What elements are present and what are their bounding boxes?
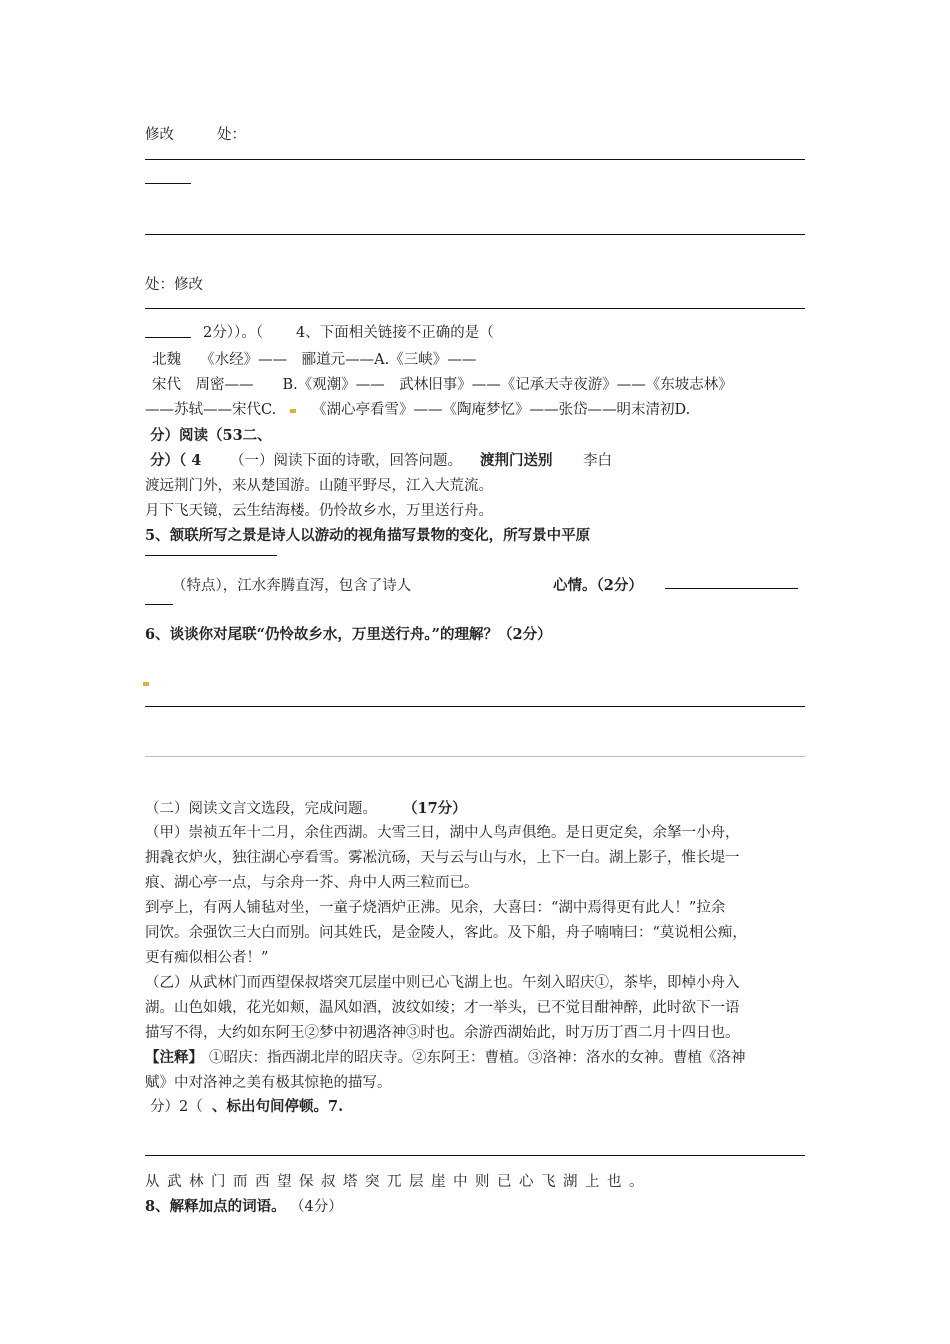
q5-prompt: 5、颔联所写之景是诗人以游动的视角描写景物的变化，所写景中平原 [145,527,591,544]
answer-line [145,234,805,235]
passage-line: （乙）从武林门而西望保叔塔突兀层崖中则已心飞湖上也。午刻入昭庆①，茶毕，即棹小舟入 [145,975,740,991]
answer-line [145,756,805,757]
passage-line: 同饮。余强饮三大白而别。问其姓氏，是金陵人，客此。及下船，舟子喃喃曰：“莫说相公痴， [145,925,747,941]
short-answer-line [145,604,173,605]
q7-score: 分）2（ [150,1099,203,1115]
passage-line: 拥毳衣炉火，独往湖心亭看雪。雾凇沆砀，天与云与山与水，上下一白。湖上影子，惟长堤一 [145,850,740,866]
highlight-mark [290,409,296,413]
poem-title: 渡荆门送别 [480,452,553,469]
q4-prompt: 4、下面相关链接不正确的是（ [296,325,494,341]
q5-blank-text: （特点），江水奔腾直泻，包含了诗人 [172,578,412,594]
q8-score: （4分） [290,1199,343,1215]
q5-score: 心情。（2分） [553,577,643,594]
answer-line [145,706,805,707]
location-label: 处： [217,127,246,143]
passage-line: 到亭上，有两人铺毡对坐，一童子烧酒炉正沸。见余，大喜曰：“湖中焉得更有此人！”拉余 [145,900,726,916]
passage-line: 湖。山色如娥，花光如颊，温风如酒，波纹如绫；才一举头，已不觉目酣神醉，此时欲下一语 [145,1000,740,1016]
q4-option-line: 《湖心亭看雪》——《陶庵梦忆》——张岱——明末清初D. [312,402,691,418]
short-answer-line [145,183,191,184]
q4-score: 2分））。（ [203,325,263,341]
q4-option-line: 宋代 周密—— B.《观潮》—— 武林旧事》——《记承天寺夜游》——《东坡志林》 [152,377,733,393]
answer-line [145,308,805,309]
q6-prompt: 6、谈谈你对尾联“仍怜故乡水，万里送行舟。”的理解？（2分） [145,626,552,643]
highlight-mark [143,682,149,686]
passage-line: （甲）崇祯五年十二月，余住西湖。大雪三日，湖中人鸟声俱绝。是日更定矣，余拏一小舟， [145,825,740,841]
annotation-text: ①昭庆：指西湖北岸的昭庆寺。②东阿王：曹植。③洛神：洛水的女神。曹植《洛神 [209,1050,746,1066]
passage-line: 更有痴似相公者！” [145,950,269,966]
q7-sentence: 从武林门而西望保叔塔突兀层崖中则已心飞湖上也。 [145,1174,651,1190]
answer-line [145,1155,805,1156]
subsection-score: 分）（ 4 [150,452,202,469]
q7-prompt: 、标出句间停顿。7. [212,1098,344,1115]
q4-option-line: ——苏轼——宋代C. [145,402,277,418]
answer-line [665,588,798,589]
location-revise-label: 处：修改 [145,277,203,293]
poem-line: 渡远荆门外，来从楚国游。山随平野尽，江入大荒流。 [145,478,493,494]
q4-option-line: 北魏 《水经》—— 郦道元——A.《三峡》—— [152,352,477,368]
answer-line [145,555,277,556]
poem-author: 李白 [583,453,612,469]
short-answer-line [145,337,191,338]
q8-prompt: 8、解释加点的词语。 [145,1198,286,1215]
annotation-label: 【注释】 [145,1049,203,1066]
poem-line: 月下飞天镜，云生结海楼。仍怜故乡水，万里送行舟。 [145,503,493,519]
subsection-instruction: （二）阅读文言文选段，完成问题。 [145,801,377,817]
passage-line: 痕、湖心亭一点，与余舟一芥、舟中人两三粒而已。 [145,875,479,891]
passage-line: 描写不得，大约如东阿王②梦中初遇洛神③时也。余游西湖始此，时万历丁酉二月十四日也。 [145,1025,740,1041]
subsection-instruction: （一）阅读下面的诗歌，回答问题。 [230,453,462,469]
subsection-score: （17分） [403,800,467,817]
revise-label: 修改 [145,127,174,143]
section-heading: 分）阅读（53二、 [150,427,272,444]
answer-line [145,159,805,160]
annotation-text: 赋》中对洛神之美有极其惊艳的描写。 [145,1075,392,1091]
